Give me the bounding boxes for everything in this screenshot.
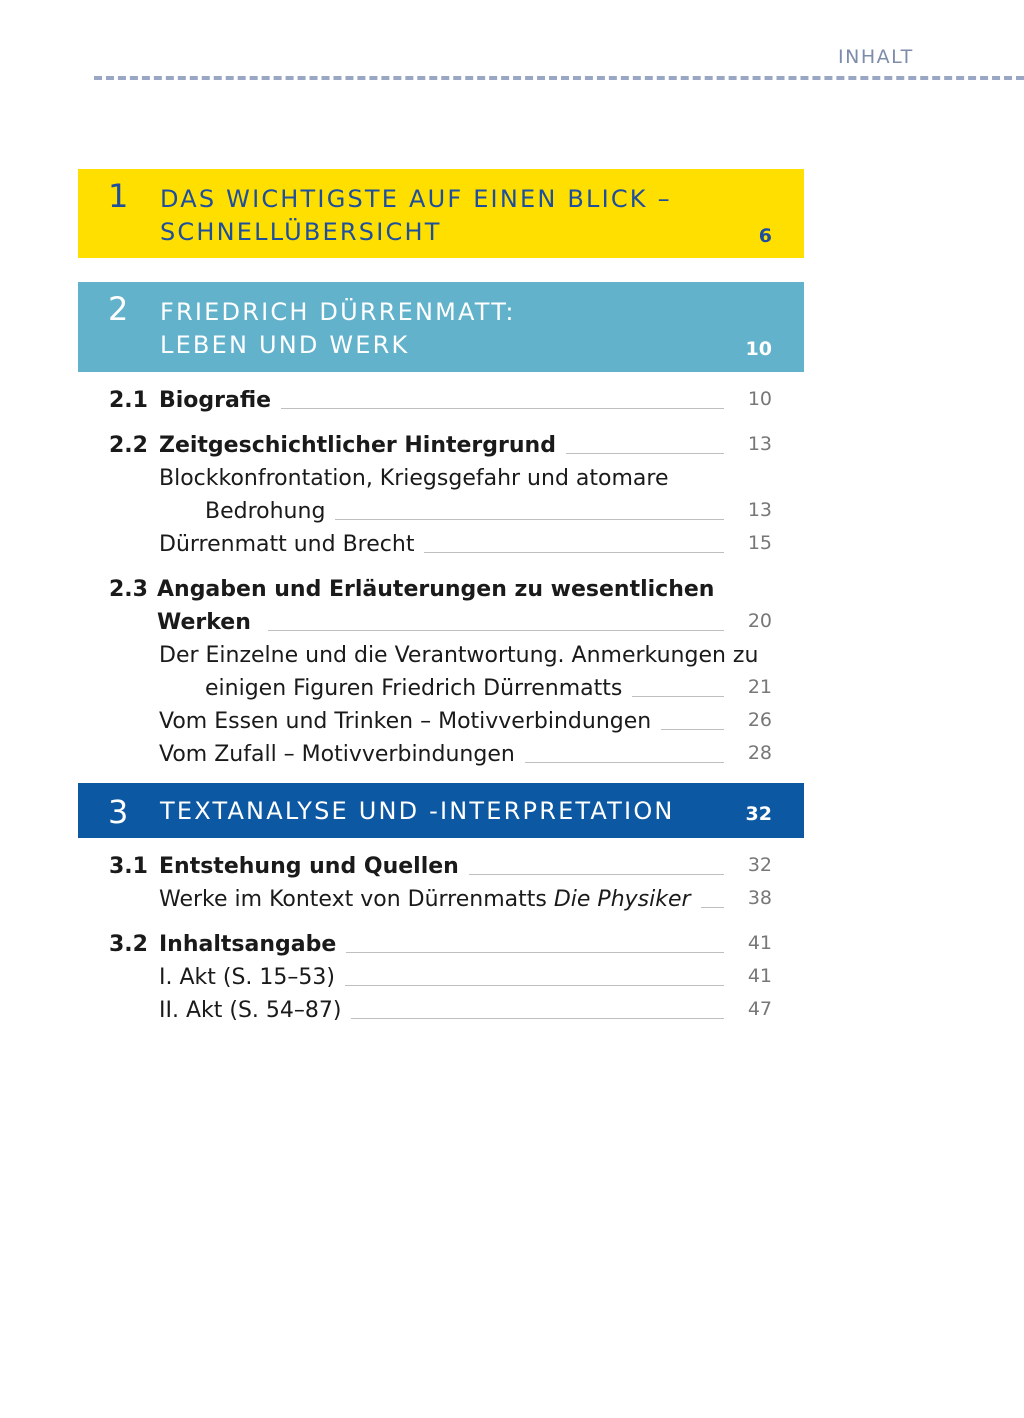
header-dashed-rule: [94, 76, 1024, 80]
page-number: 20: [747, 610, 772, 632]
chapter-2-banner[interactable]: [78, 282, 804, 372]
page-number: 38: [747, 887, 772, 909]
toc-entry-2-2-a-line1[interactable]: Blockkonfrontation, Kriegsgefahr und atomare: [159, 466, 669, 491]
page-number: 13: [747, 433, 772, 455]
page-number: 28: [747, 742, 772, 764]
toc-entry-3-2[interactable]: 3.2 Inhaltsangabe 41: [78, 928, 804, 961]
toc-entry-3-1[interactable]: 3.1 Entstehung und Quellen 32: [78, 850, 804, 883]
chapter-number: 2: [108, 290, 129, 328]
page-number: 26: [747, 709, 772, 731]
toc-entry-3-1-a[interactable]: Werke im Kontext von Dürrenmatts Die Physiker 38: [78, 883, 804, 916]
dotted-leader: [268, 519, 724, 520]
running-header: INHALT: [838, 46, 914, 68]
toc-entry-2-3-c[interactable]: Vom Zufall – Motivverbindungen 28: [78, 738, 804, 771]
dotted-leader: [268, 408, 724, 409]
toc-entry-2-3-a-line1[interactable]: Der Einzelne und die Verantwortung. Anmerkungen zu: [159, 643, 759, 668]
toc-entry-2-3-line1[interactable]: 2.3 Angaben und Erläuterungen zu wesentlichen: [109, 577, 715, 602]
toc-entry-2-2[interactable]: 2.2 Zeitgeschichtlicher Hintergrund 13: [78, 429, 804, 462]
toc-entry-2-1[interactable]: 2.1 Biografie 10: [78, 384, 804, 417]
page-number: 21: [747, 676, 772, 698]
chapter-title: FRIEDRICH DÜRRENMATT: LEBEN UND WERK: [160, 298, 516, 359]
toc-entry-2-2-b[interactable]: Dürrenmatt und Brecht 15: [78, 528, 804, 561]
chapter-page: 32: [745, 803, 772, 825]
page-number: 47: [747, 998, 772, 1020]
chapter-number: 3: [108, 793, 129, 831]
chapter-title: DAS WICHTIGSTE AUF EINEN BLICK – SCHNELLÜBERSICHT: [160, 185, 672, 246]
toc-entry-3-2-b[interactable]: II. Akt (S. 54–87) 47: [78, 994, 804, 1027]
chapter-number: 1: [108, 177, 129, 215]
toc-entry-2-3-b[interactable]: Vom Essen und Trinken – Motivverbindungen 26: [78, 705, 804, 738]
page-number: 10: [747, 388, 772, 410]
toc-entry-2-2-a[interactable]: Bedrohung 13: [78, 495, 804, 528]
chapter-3-banner[interactable]: [78, 783, 804, 838]
chapter-1-banner[interactable]: [78, 169, 804, 258]
page-number: 32: [747, 854, 772, 876]
toc-entry-2-3[interactable]: Werken 20: [78, 606, 804, 639]
toc-entry-2-3-a[interactable]: einigen Figuren Friedrich Dürrenmatts 21: [78, 672, 804, 705]
chapter-title: TEXTANALYSE UND -INTERPRETATION: [160, 797, 675, 825]
page-number: 41: [747, 965, 772, 987]
table-of-contents: [78, 169, 804, 1027]
page-number: 41: [747, 932, 772, 954]
chapter-page: 10: [745, 338, 772, 360]
dotted-leader: [268, 630, 724, 631]
toc-entry-3-2-a[interactable]: I. Akt (S. 15–53) 41: [78, 961, 804, 994]
page-number: 15: [747, 532, 772, 554]
chapter-page: 6: [758, 225, 772, 247]
page-number: 13: [747, 499, 772, 521]
